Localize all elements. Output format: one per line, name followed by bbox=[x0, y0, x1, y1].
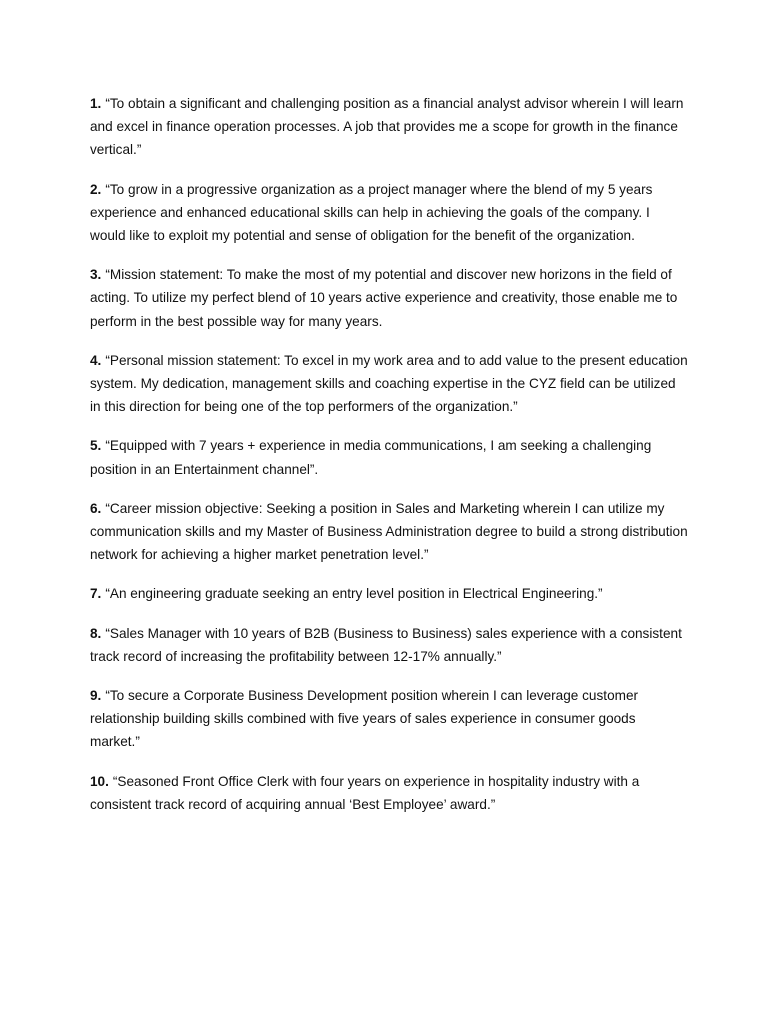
objective-paragraph bbox=[90, 684, 688, 754]
objective-item bbox=[90, 434, 688, 480]
objective-item bbox=[90, 178, 688, 248]
objective-number: 5. bbox=[90, 438, 102, 454]
objective-number: 8. bbox=[90, 625, 102, 641]
objective-number: 7. bbox=[90, 586, 102, 602]
objective-item bbox=[90, 622, 688, 668]
objective-number: 1. bbox=[90, 96, 102, 111]
objective-paragraph bbox=[90, 263, 688, 333]
objective-paragraph bbox=[90, 770, 688, 816]
objective-number: 2. bbox=[90, 181, 102, 197]
objective-item bbox=[90, 349, 688, 419]
objective-item bbox=[90, 263, 688, 333]
objective-text: “An engineering graduate seeking an entry level position in Electrical Engineering.” bbox=[105, 586, 603, 602]
objective-text: “Career mission objective: Seeking a position in Sales and Marketing wherein I can utilize my communication skills and my Master of Business Administration degree to build a strong distribution network for achieving a higher market penetration level.” bbox=[90, 500, 688, 563]
objective-item bbox=[90, 497, 688, 567]
objective-text: “Equipped with 7 years + experience in media communications, I am seeking a challenging position in an Entertainment channel”. bbox=[90, 438, 652, 477]
objective-paragraph bbox=[90, 349, 688, 419]
objective-paragraph bbox=[90, 582, 688, 605]
objective-number: 10. bbox=[90, 773, 109, 789]
objective-text: “Sales Manager with 10 years of B2B (Business to Business) sales experience with a consistent track record of increasing the profitability between 12-17% annually.” bbox=[90, 625, 682, 664]
objective-paragraph bbox=[90, 434, 688, 480]
objective-text: “To secure a Corporate Business Development position wherein I can leverage customer relationship building skills combined with five years of sales experience in consumer goods market.” bbox=[90, 688, 639, 750]
objective-text: “Mission statement: To make the most of my potential and discover new horizons in the field of acting. To utilize my perfect blend of 10 years active experience and creativity, those enable me to perform in the best possible way for many years. bbox=[90, 267, 678, 329]
objective-item bbox=[90, 582, 688, 605]
objective-item bbox=[90, 684, 688, 754]
objective-number: 3. bbox=[90, 267, 102, 283]
objective-number: 6. bbox=[90, 500, 102, 516]
objectives-list bbox=[90, 92, 688, 832]
objective-number: 9. bbox=[90, 688, 102, 704]
objective-paragraph bbox=[90, 497, 688, 567]
objective-number: 4. bbox=[90, 352, 102, 368]
objective-paragraph bbox=[90, 178, 688, 248]
objective-text: “To obtain a significant and challenging position as a financial analyst advisor wherein I will learn and excel in finance operation processes. A job that provides me a scope for growth in the finance vertical.” bbox=[90, 96, 684, 158]
objective-text: “Personal mission statement: To excel in my work area and to add value to the present education system. My dedication, management skills and coaching expertise in the CYZ field can be utilized in this direction for being one of the top performers of the organization.” bbox=[90, 352, 688, 415]
objective-item bbox=[90, 92, 688, 162]
objective-item bbox=[90, 770, 688, 816]
objective-paragraph bbox=[90, 622, 688, 668]
objective-text: “To grow in a progressive organization as a project manager where the blend of my 5 years experience and enhanced educational skills can help in achieving the goals of the company. I would like to exploit my potential and sense of obligation for the benefit of the organization. bbox=[90, 181, 653, 244]
objective-paragraph bbox=[90, 92, 688, 162]
objective-text: “Seasoned Front Office Clerk with four years on experience in hospitality industry with a consistent track record of acquiring annual ‘Best Employee’ award.” bbox=[90, 773, 640, 812]
